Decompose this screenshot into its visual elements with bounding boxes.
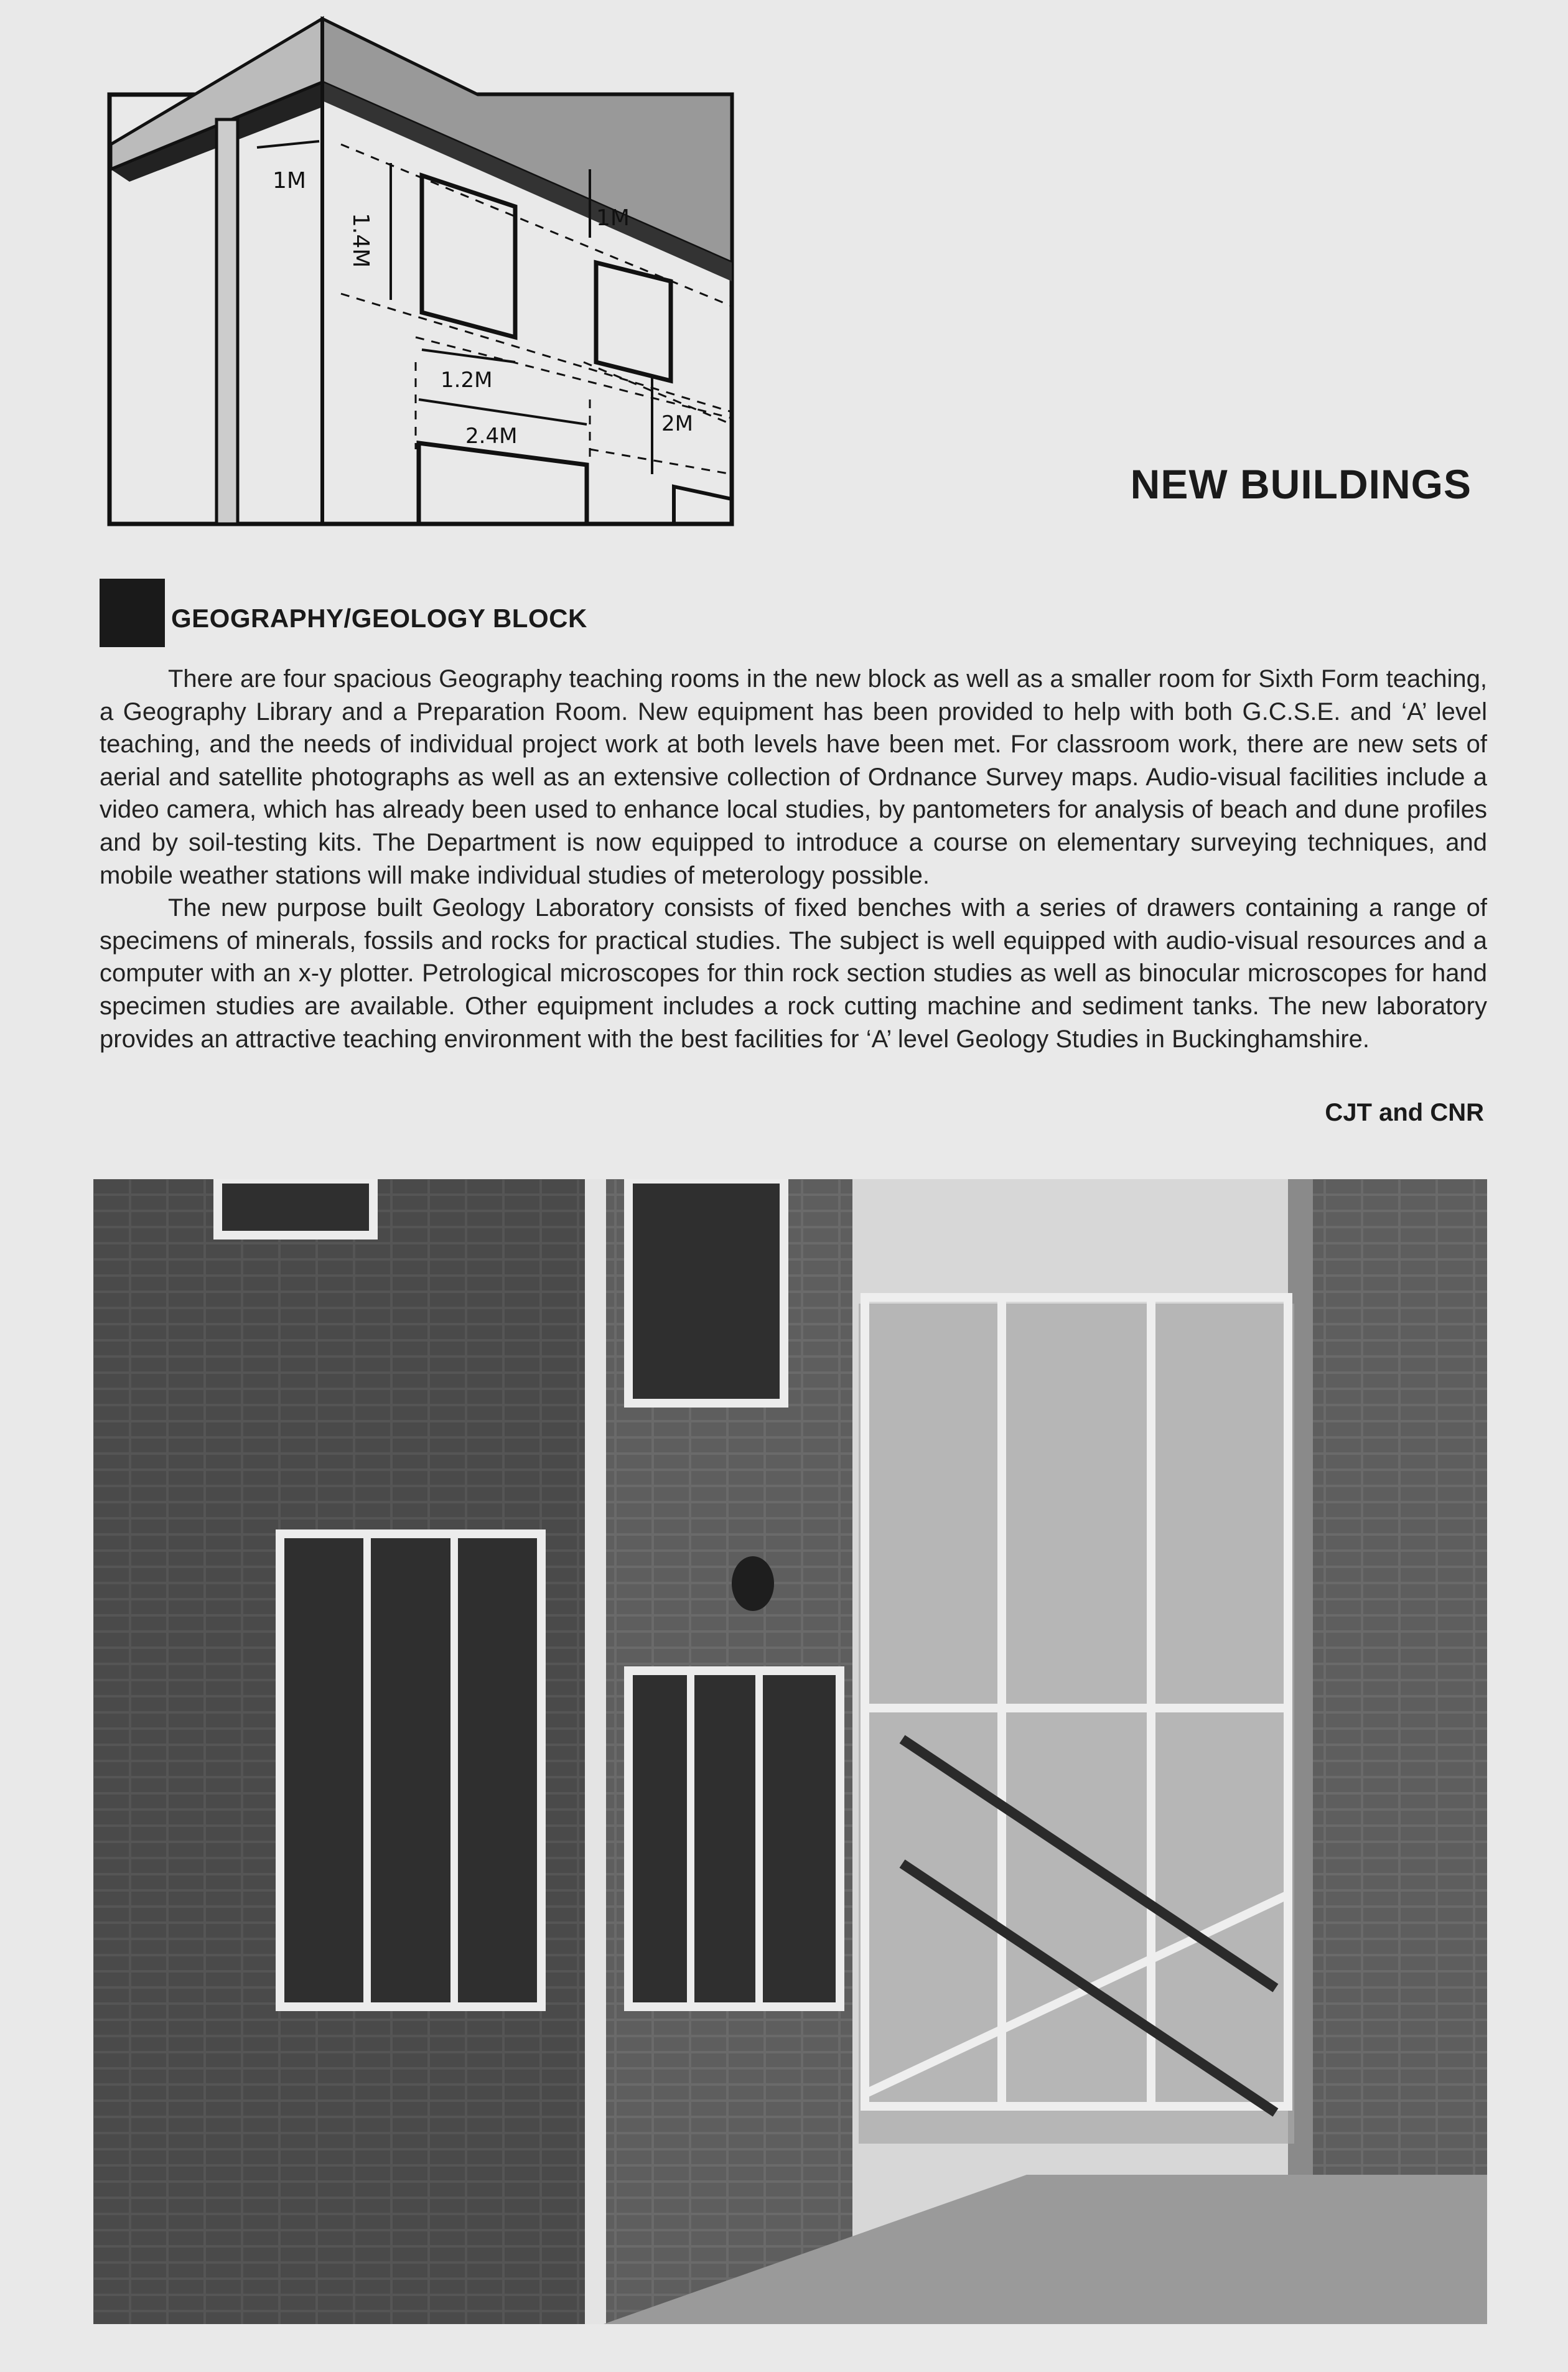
section-heading [100,579,660,647]
sketch-label-1m-left: 1M [273,168,306,194]
sketch-label-1m-right: 1M [596,205,630,231]
building-sketch [105,14,737,528]
sketch-label-2m: 2M [661,411,693,436]
sketch-label-spacing-width: 2.4M [465,424,518,449]
author-credit: CJT and CNR [1325,1099,1484,1126]
section-title: GEOGRAPHY/GEOLOGY BLOCK [171,604,587,633]
sketch-label-window-width: 1.2M [441,368,493,393]
paragraph-geology: The new purpose built Geology Laboratory consists of fixed benches with a series of drawers containing a range of specimens of minerals, fossils and rocks for practical studies. The subject is well equipped with audio-visual resources and a computer with an x-y plotter. Petrological microscopes for thin rock section studies as well as binocular microscopes for hand specimen studies are available. Other equipment includes a rock cutting machine and sediment tanks. The new laboratory provides an attractive teaching environment with the best facilities for ‘A’ level Geology Studies in Buckinghamshire. [100,894,1487,1053]
sketch-label-height: 1.4M [348,213,373,268]
page-headline: NEW BUILDINGS [1130,461,1472,507]
section-marker-block [100,579,165,647]
building-photograph [93,1179,1487,2324]
paragraph-geography: There are four spacious Geography teaching rooms in the new block as well as a smaller room for Sixth Form teaching, a Geography Library and a Preparation Room. New equipment has been provided to help with both G.C.S.E. and ‘A’ level teaching, and the needs of individual project work at both levels have been met. For classroom work, there are new sets of aerial and satellite photographs as well as an extensive collection of Ordnance Survey maps. Audio-visual facilities include a video camera, which has already been used to enhance local studies, by pantometers for analysis of beach and dune profiles and by soil-testing kits. The Department is now equipped to introduce a course on elementary surveying techniques, and mobile weather stations will make individual studies of meterology possible. [100,665,1487,889]
article-body [100,663,1487,1055]
